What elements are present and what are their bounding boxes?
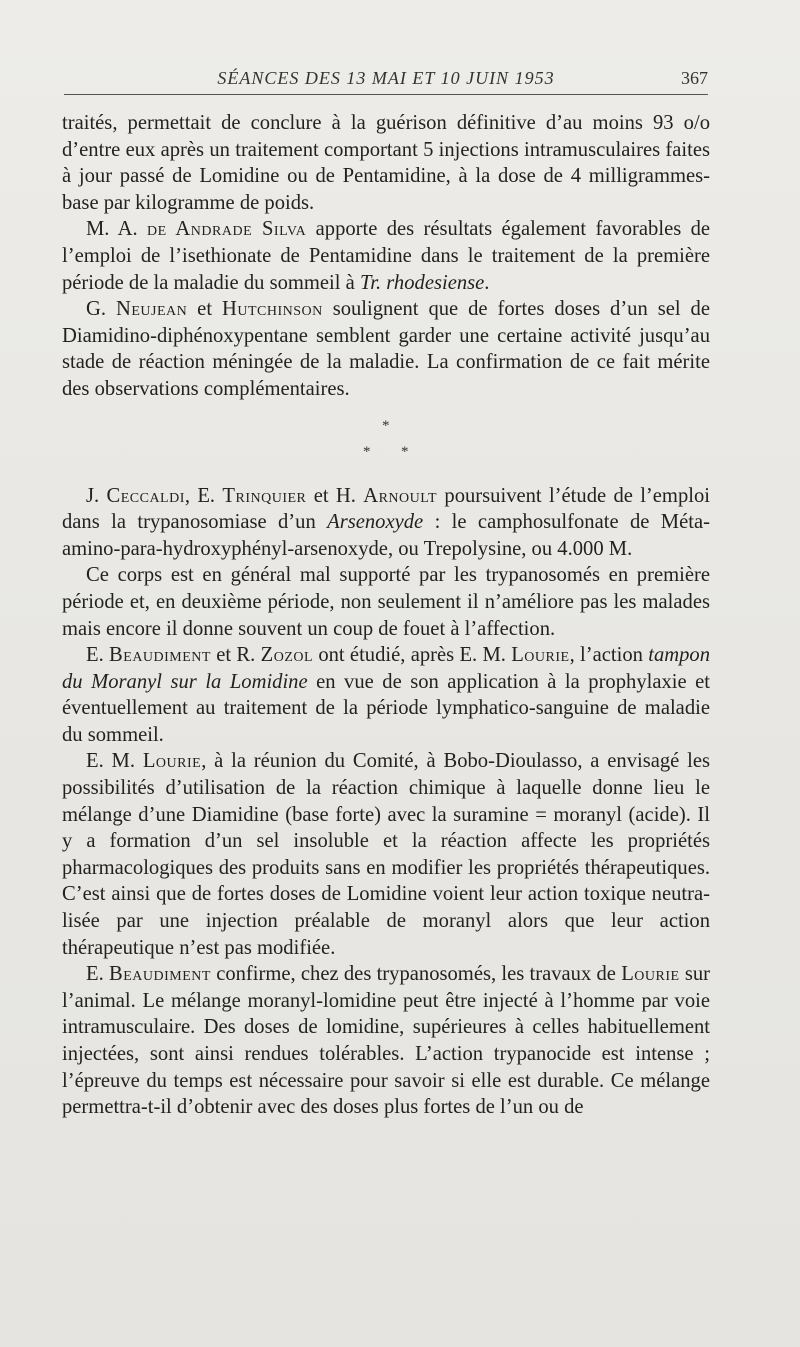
- author-name: Lourie: [511, 644, 570, 667]
- author-name: de Andrade Silva: [147, 218, 307, 241]
- author-name: Zozol: [260, 644, 314, 667]
- text-run: .: [484, 271, 490, 294]
- paragraph-3: [62, 296, 710, 402]
- text-run: E. M.: [86, 750, 143, 773]
- paragraph-2: [62, 216, 710, 296]
- italic-term: Arsenoxyde: [327, 511, 424, 534]
- text-run: et R.: [210, 644, 261, 667]
- author-name: Arnoult: [363, 484, 438, 507]
- text-run: J.: [86, 484, 107, 507]
- paragraph-1: traités, permettait de conclure à la guérison définitive d’au moins 93 o/o d’entre eux après un traitement comportant 5 injections intramusculaires faites à jour passé de Lomidine ou de Pentamidine, à la dose de 4 milligrammes-base par kilogramme de poids.: [62, 112, 710, 214]
- author-name: Trinquier: [222, 484, 307, 507]
- text-run: M. A.: [86, 218, 148, 241]
- text-run: soulignent que de fortes doses d’un sel de Diamidino-diphénoxypentane semblent garder une certaine activité jusqu’au stade de réaction méningée de la maladie. La confirmation de ce fait mérite des observations complémentaires.: [62, 298, 710, 400]
- paragraph-5: Ce corps est en général mal supporté par les trypanosomés en première période et, en deuxième période, non seulement il n’améliore pas les malades mais encore il donne souvent un coup de fouet à l’affection.: [62, 564, 710, 640]
- italic-term: Tr. rhodesiense: [359, 271, 485, 294]
- asterisk-ornament: *: [363, 443, 371, 460]
- paragraph-6: [62, 642, 710, 748]
- text-run: G.: [86, 298, 116, 321]
- text-run: confirme, chez des trypanosomés, les travaux de: [210, 963, 622, 986]
- text-run: et: [187, 298, 222, 321]
- asterisk-ornament: *: [401, 443, 409, 460]
- italic-term: tampon du Moranyl sur la Lomidine: [62, 644, 710, 693]
- author-name: Beaudiment: [109, 644, 211, 667]
- page-header: [64, 64, 708, 95]
- author-name: Beaudiment: [108, 963, 211, 986]
- body-text: [62, 110, 710, 1121]
- text-run: sur l’animal. Le mélange moranyl-lomidine peut être injecté à l’homme par voie intramusculaire. Des doses de lomidine, supérieures à celles habituellement injectées, sont ainsi rendues tolérables. L’action trypanocide est intense ; l’épreuve du temps est nécessaire pour savoir si elle est durable. Ce mélange permettra-t-il d’obtenir avec des doses plus fortes de l’un ou de: [62, 963, 710, 1119]
- text-run: , à la réunion du Comité, à Bobo-Dioulasso, a envisagé les possibilités d’utilisation de la réaction chimique à laquelle donne lieu le mélange d’une Diamidine (base forte) avec la suramine = moranyl (acide). Il y a formation d’un sel insoluble et la réaction affecte les propriétés pharmacologiques des produits sans en modifier les propriétés thérapeutiques. C’est ainsi que de fortes doses de Lomidine voient leur action toxique neutralisée par une injection préalable de moranyl alors que leur action thérapeutique n’est pas modifiée.: [62, 750, 711, 959]
- author-name: Lourie: [142, 750, 202, 773]
- author-name: Neujean: [115, 298, 188, 321]
- text-run: : le camphosulfonate de Méta-amino-para-hydroxyphényl-arsenoxyde, ou Trepolysine, ou 4.000 M.: [62, 511, 710, 560]
- text-run: E.: [86, 644, 110, 667]
- author-name: Hutchinson: [221, 298, 323, 321]
- text-run: , l’action: [569, 644, 649, 667]
- paragraph-8: [62, 961, 710, 1121]
- section-separator: [62, 409, 710, 479]
- text-run: en vue de son application à la prophylaxie et éventuellement au traitement de la période lymphatico-sanguine de maladie du sommeil.: [62, 670, 710, 746]
- text-run: , E.: [184, 484, 223, 507]
- paragraph-7: [62, 748, 710, 961]
- asterisk-ornament: *: [382, 417, 390, 434]
- author-name: Lourie: [621, 963, 680, 986]
- text-run: ont étudié, après E. M.: [313, 644, 512, 667]
- paragraph-4: [62, 483, 710, 563]
- text-run: E.: [86, 963, 109, 986]
- text-run: apporte des résultats également favorables de l’emploi de l’isethionate de Pentamidine dans le traitement de la première période de la maladie du sommeil à: [62, 218, 711, 294]
- text-run: et H.: [306, 484, 364, 507]
- running-head: SÉANCES DES 13 MAI ET 10 JUIN 1953: [217, 68, 555, 88]
- author-name: Ceccaldi: [106, 484, 185, 507]
- page-number: 367: [681, 68, 708, 88]
- text-run: poursuivent l’étude de l’emploi dans la trypanosomiase d’un: [62, 484, 710, 534]
